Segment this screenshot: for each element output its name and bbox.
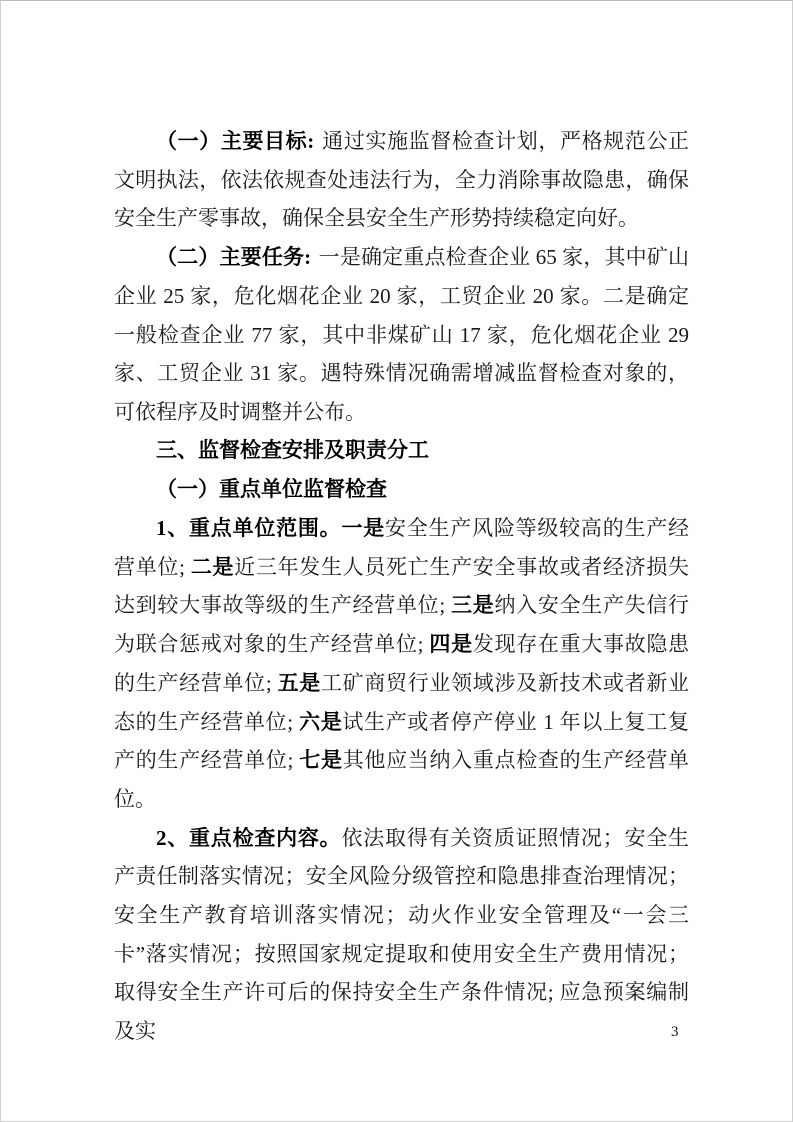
bold-lead-3: 三是	[451, 593, 495, 618]
scope-item-5-text: 工矿商贸行业领域涉及新技术或者新业态的生产经营单位;	[114, 670, 690, 734]
paragraph-key-inspection-content-heading: 2、重点检查内容。	[156, 825, 342, 850]
bold-lead-7: 七是	[299, 748, 343, 773]
document-body	[114, 122, 689, 1051]
paragraph-main-tasks	[114, 238, 689, 432]
paragraph-main-tasks-text: 一是确定重点检查企业 65 家，其中矿山企业 25 家，危化烟花企业 20 家，工贸企业 20 家。二是确定一般检查企业 77 家，其中非煤矿山 17 家，危化烟花企业 29 家、工贸企业 31 家。遇特殊情况确需增减监督检查对象的，可依程序及时调整并公布。	[114, 245, 689, 424]
paragraph-main-goals-text: 通过实施监督检查计划，严格规范公正文明执法，依法依规查处违法行为，全力消除事故隐患，确保安全生产零事故，确保全县安全生产形势持续稳定向好。	[114, 129, 690, 231]
bold-lead-1: 一是	[341, 516, 385, 541]
paragraph-key-inspection-content-text: 依法取得有关资质证照情况；安全生产责任制落实情况；安全风险分级管控和隐患排查治理情况；安全生产教育培训落实情况；动火作业安全管理及“一会三卡”落实情况；按照国家规定提取和使用安全生产费用情况；取得安全生产许可后的保持安全生产条件情况; 应急预案编制及实	[114, 825, 689, 1044]
scope-item-4-text: 发现存在重大事故隐患的生产经营单位;	[114, 632, 690, 695]
scope-item-2-text: 近三年发生人员死亡生产安全事故或者经济损失达到较大事故等级的生产经营单位;	[114, 554, 690, 618]
bold-lead-6: 六是	[299, 709, 343, 734]
scope-item-3-text: 纳入安全生产失信行为联合惩戒对象的生产经营单位;	[114, 593, 690, 657]
bold-lead-4: 四是	[429, 632, 473, 657]
bold-lead-2: 二是	[190, 554, 235, 579]
scope-item-1-text: 安全生产风险等级较高的生产经营单位;	[114, 516, 690, 579]
section-heading-supervision-arrangement: 三、监督检查安排及职责分工	[156, 438, 429, 462]
paragraph-key-inspection-content	[114, 819, 689, 1051]
paragraph-main-goals-heading: （一）主要目标:	[156, 129, 315, 153]
subsection-heading-key-unit-inspection: （一）重点单位监督检查	[156, 477, 387, 502]
bold-lead-5: 五是	[277, 670, 321, 695]
scope-item-6-text: 试生产或者停产停业 1 年以上复工复产的生产经营单位;	[114, 709, 690, 773]
paragraph-main-tasks-heading: （二）主要任务:	[156, 245, 312, 270]
page-number: 3	[671, 1024, 679, 1040]
paragraph-main-goals	[114, 122, 689, 238]
scope-item-7-text: 其他应当纳入重点检查的生产经营单位。	[114, 748, 690, 811]
paragraph-key-unit-scope	[114, 509, 689, 819]
paragraph-key-unit-scope-heading: 1、重点单位范围。	[156, 516, 342, 541]
